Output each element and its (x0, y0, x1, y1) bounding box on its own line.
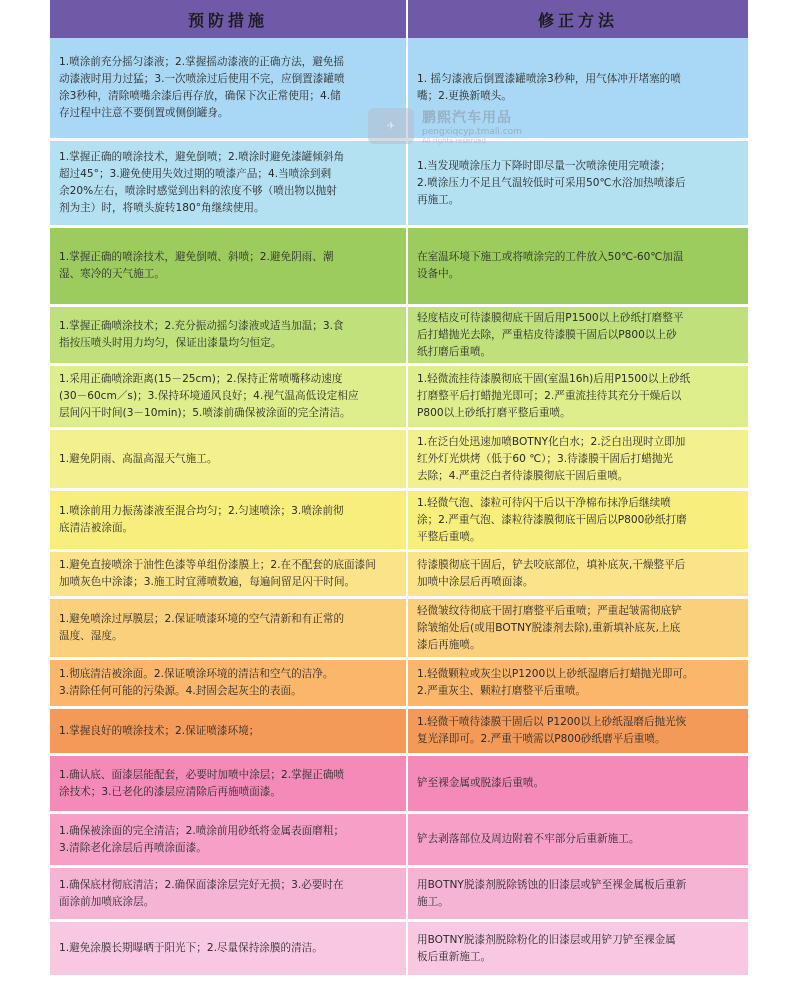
prevention-cell (50, 38, 408, 138)
correction-line: 涂；2.严重气泡、漆粒待漆膜彻底干固后以P800砂纸打磨 (417, 513, 687, 526)
bird-logo-icon: ✈ (368, 108, 414, 144)
correction-cell (408, 228, 748, 304)
correction-line: 嘴；2.更换新喷头。 (417, 90, 512, 102)
prevention-line: 温度、湿度。 (59, 630, 123, 642)
prevention-line: 动漆液时用力过猛；3.一次喷涂过后使用不完，应倒置漆罐喷 (59, 73, 345, 85)
correction-cell (408, 366, 748, 427)
table-row (50, 228, 748, 304)
prevention-cell (50, 552, 408, 596)
prevention-line: 1.喷涂前用力振荡漆液至混合均匀；2.匀速喷涂；3.喷涂前彻 (59, 505, 344, 517)
table-row (50, 599, 748, 657)
correction-line: 用BOTNY脱漆剂脱除锈蚀的旧漆层或铲至裸金属板后重新 (417, 878, 687, 891)
prevention-line: 存过程中注意不要倒置或侧倒罐身。 (59, 107, 229, 119)
prevention-line: 1.确保底材彻底清洁；2.确保面漆涂层完好无损；3.必要时在 (59, 878, 344, 891)
prevention-line: 1.避免喷涂过厚膜层；2.保证喷漆环境的空气清新和有正常的 (59, 613, 345, 625)
correction-line: 2.严重灰尘、颗粒打磨整平后重喷。 (417, 685, 587, 697)
prevention-line: 层间闪干时间(3－10min)；5.喷漆前确保被涂面的完全清洁。 (59, 407, 351, 419)
prevention-cell (50, 430, 408, 488)
correction-line: 2.喷涂压力不足且气温较低时可采用50℃水浴加热喷漆后 (417, 176, 686, 189)
prevention-line: 湿、寒冷的天气施工。 (59, 268, 165, 280)
prevention-line: 涂3秒种，清除喷嘴余漆后再存放，确保下次正常使用；4.储 (59, 90, 341, 102)
correction-line: 用BOTNY脱漆剂脱除粉化的旧漆层或用铲刀铲至裸金属 (417, 933, 676, 946)
header-correction: 修正方法 (537, 10, 618, 30)
prevention-line: 3.清除任何可能的污染源。4.封固会起灰尘的表面。 (59, 685, 302, 697)
prevention-cell (50, 228, 408, 304)
correction-line: 1.当发现喷涂压力下降时即尽量一次喷涂使用完喷漆； (417, 159, 671, 172)
correction-line: 去除；4.严重泛白者待漆膜彻底干固后重喷。 (417, 469, 629, 482)
correction-line: 加喷中涂层后再喷面漆。 (417, 576, 534, 588)
table-row (50, 922, 748, 975)
prevention-cell (50, 868, 408, 919)
correction-line: 轻度桔皮可待漆膜彻底干固后用P1500以上砂纸打磨整平 (417, 311, 684, 324)
table-row (50, 38, 748, 138)
prevention-cell (50, 307, 408, 363)
prevention-line: (30－60cm／s)；3.保持环境通风良好；4.视气温高低设定相应 (59, 390, 359, 402)
prevention-line: 底清洁被涂面。 (59, 522, 134, 534)
prevention-line: 1.避免阴雨、高温高湿天气施工。 (59, 452, 218, 465)
correction-cell (408, 922, 748, 975)
prevention-line: 3.清除老化涂层后再喷涂面漆。 (59, 841, 207, 854)
prevention-cell (50, 922, 408, 975)
correction-cell (408, 38, 748, 138)
correction-line: 轻微皱纹待彻底干固打磨整平后重喷；严重起皱需彻底铲 (417, 604, 682, 617)
correction-cell (408, 709, 748, 753)
correction-line: 再施工。 (417, 193, 460, 206)
prevention-cell (50, 599, 408, 657)
correction-cell (408, 307, 748, 363)
prevention-line: 1.喷涂前充分摇匀漆液；2.掌握摇动漆液的正确方法，避免摇 (59, 56, 345, 68)
correction-cell (408, 430, 748, 488)
correction-cell (408, 491, 748, 549)
correction-cell (408, 660, 748, 706)
table-row (50, 430, 748, 488)
correction-cell (408, 552, 748, 596)
prevention-line: 1.确认底、面漆层能配套，必要时加喷中涂层；2.掌握正确喷 (59, 768, 345, 781)
prevention-cell (50, 756, 408, 811)
table-row (50, 709, 748, 753)
watermark-url: pengxiqcyp.tmall.com (422, 127, 522, 137)
prevention-line: 涂技术；3.已老化的漆层应清除后再施喷面漆。 (59, 785, 281, 798)
table-row (50, 868, 748, 919)
prevention-cell (50, 491, 408, 549)
correction-line: 待漆膜彻底干固后，铲去咬底部位，填补底灰,干燥整平后 (417, 559, 686, 571)
prevention-cell (50, 141, 408, 225)
table-row (50, 814, 748, 865)
watermark-rights: All rights reserved (422, 137, 486, 145)
correction-line: 除皱缩处后(或用BOTNY脱漆剂去除),重新填补底灰,上底 (417, 621, 681, 634)
table-header (50, 0, 748, 38)
correction-line: 纸打磨后重喷。 (417, 345, 492, 358)
correction-line: 1.在泛白处迅速加喷BOTNY化白水；2.泛白出现时立即加 (417, 435, 686, 448)
table-row (50, 491, 748, 549)
correction-line: 铲至裸金属或脱漆后重喷。 (417, 777, 545, 789)
correction-cell (408, 141, 748, 225)
prevention-line: 1.彻底清洁被涂面。2.保证喷涂环境的清洁和空气的洁净。 (59, 668, 334, 680)
prevention-line: 指按压喷头时用力均匀，保证出漆量均匀恒定。 (59, 337, 282, 349)
prevention-line: 1.避免涂膜长期曝晒于阳光下；2.尽量保持涂膜的清洁。 (59, 942, 323, 954)
correction-line: 1.轻微流挂待漆膜彻底干固(室温16h)后用P1500以上砂纸 (417, 373, 691, 385)
correction-line: 1. 摇匀漆液后倒置漆罐喷涂3秒种，用气体冲开堵塞的喷 (417, 73, 681, 85)
correction-cell (408, 868, 748, 919)
prevention-line: 余20%左右，喷涂时感觉到出料的浓度不够（喷出物以抛射 (59, 185, 337, 197)
prevention-line: 1.确保被涂面的完全清洁；2.喷涂前用砂纸将金属表面磨粗； (59, 824, 345, 837)
watermark-name: 鹏熙汽车用品 (422, 110, 512, 126)
header-prevention: 预防措施 (50, 0, 408, 38)
table-row (50, 141, 748, 225)
correction-line: 复光泽即可。2.严重干喷需以P800砂纸磨平后重喷。 (417, 733, 666, 745)
correction-line: 红外灯光烘烤（低于60 ℃）；3.待漆膜干固后打蜡抛光 (417, 452, 674, 465)
prevention-line: 1.掌握正确的喷涂技术，避免倒喷、斜喷；2.避免阴雨、潮 (59, 251, 334, 263)
prevention-line: 1.掌握正确喷涂技术；2.充分振动摇匀漆液或适当加温；3.食 (59, 320, 344, 332)
correction-cell (408, 599, 748, 657)
correction-line: 铲去剥落部位及周边附着不牢部分后重新施工。 (417, 833, 640, 845)
correction-line: 1.轻微颗粒或灰尘以P1200以上砂纸湿磨后打蜡抛光即可。 (417, 668, 694, 680)
table-row (50, 307, 748, 363)
prevention-cell (50, 709, 408, 753)
prevention-line: 剂为主）时，将喷头旋转180°角继续使用。 (59, 202, 265, 214)
table-row (50, 660, 748, 706)
correction-line: 设备中。 (417, 268, 460, 280)
correction-line: 板后重新施工。 (417, 950, 492, 963)
prevention-line: 加喷灰色中涂漆；3.施工时宜薄喷数遍，每遍间留足闪干时间。 (59, 576, 356, 588)
correction-line: 1.轻微气泡、漆粒可待闪干后以干净棉布抹净后继续喷 (417, 496, 671, 509)
prevention-line: 1.采用正确喷涂距离(15－25cm)；2.保持正常喷嘴移动速度 (59, 373, 343, 385)
correction-line: 施工。 (417, 895, 449, 908)
correction-line: 1.轻微干喷待漆膜干固后以 P1200以上砂纸湿磨后抛光恢 (417, 716, 687, 728)
table-row (50, 756, 748, 811)
correction-line: 平整后重喷。 (417, 530, 481, 543)
correction-line: 漆后再施喷。 (417, 638, 481, 651)
prevention-cell (50, 660, 408, 706)
prevention-line: 1.掌握正确的喷涂技术，避免倒喷；2.喷涂时避免漆罐倾斜角 (59, 151, 345, 163)
prevention-line: 面涂前加喷底涂层。 (59, 895, 155, 908)
correction-line: 打磨整平后打蜡抛光即可；2.严重流挂待其充分干燥后以 (417, 390, 682, 402)
correction-line: 后打蜡抛光去除，严重桔皮待漆膜干固后以P800以上砂 (417, 328, 677, 341)
prevention-cell (50, 814, 408, 865)
table-row (50, 552, 748, 596)
correction-line: 在室温环境下施工或将喷涂完的工件放入50℃-60℃加温 (417, 251, 684, 263)
table-row (50, 366, 748, 427)
correction-cell (408, 756, 748, 811)
prevention-line: 超过45°；3.避免使用失效过期的喷漆产品；4.当喷涂到剩 (59, 168, 332, 180)
prevention-cell (50, 366, 408, 427)
correction-line: P800以上砂纸打磨平整后重喷。 (417, 407, 571, 419)
prevention-line: 1.避免直接喷涂于油性色漆等单组份漆膜上；2.在不配套的底面漆间 (59, 559, 376, 571)
prevention-line: 1.掌握良好的喷涂技术；2.保证喷漆环境； (59, 724, 260, 737)
correction-cell (408, 814, 748, 865)
